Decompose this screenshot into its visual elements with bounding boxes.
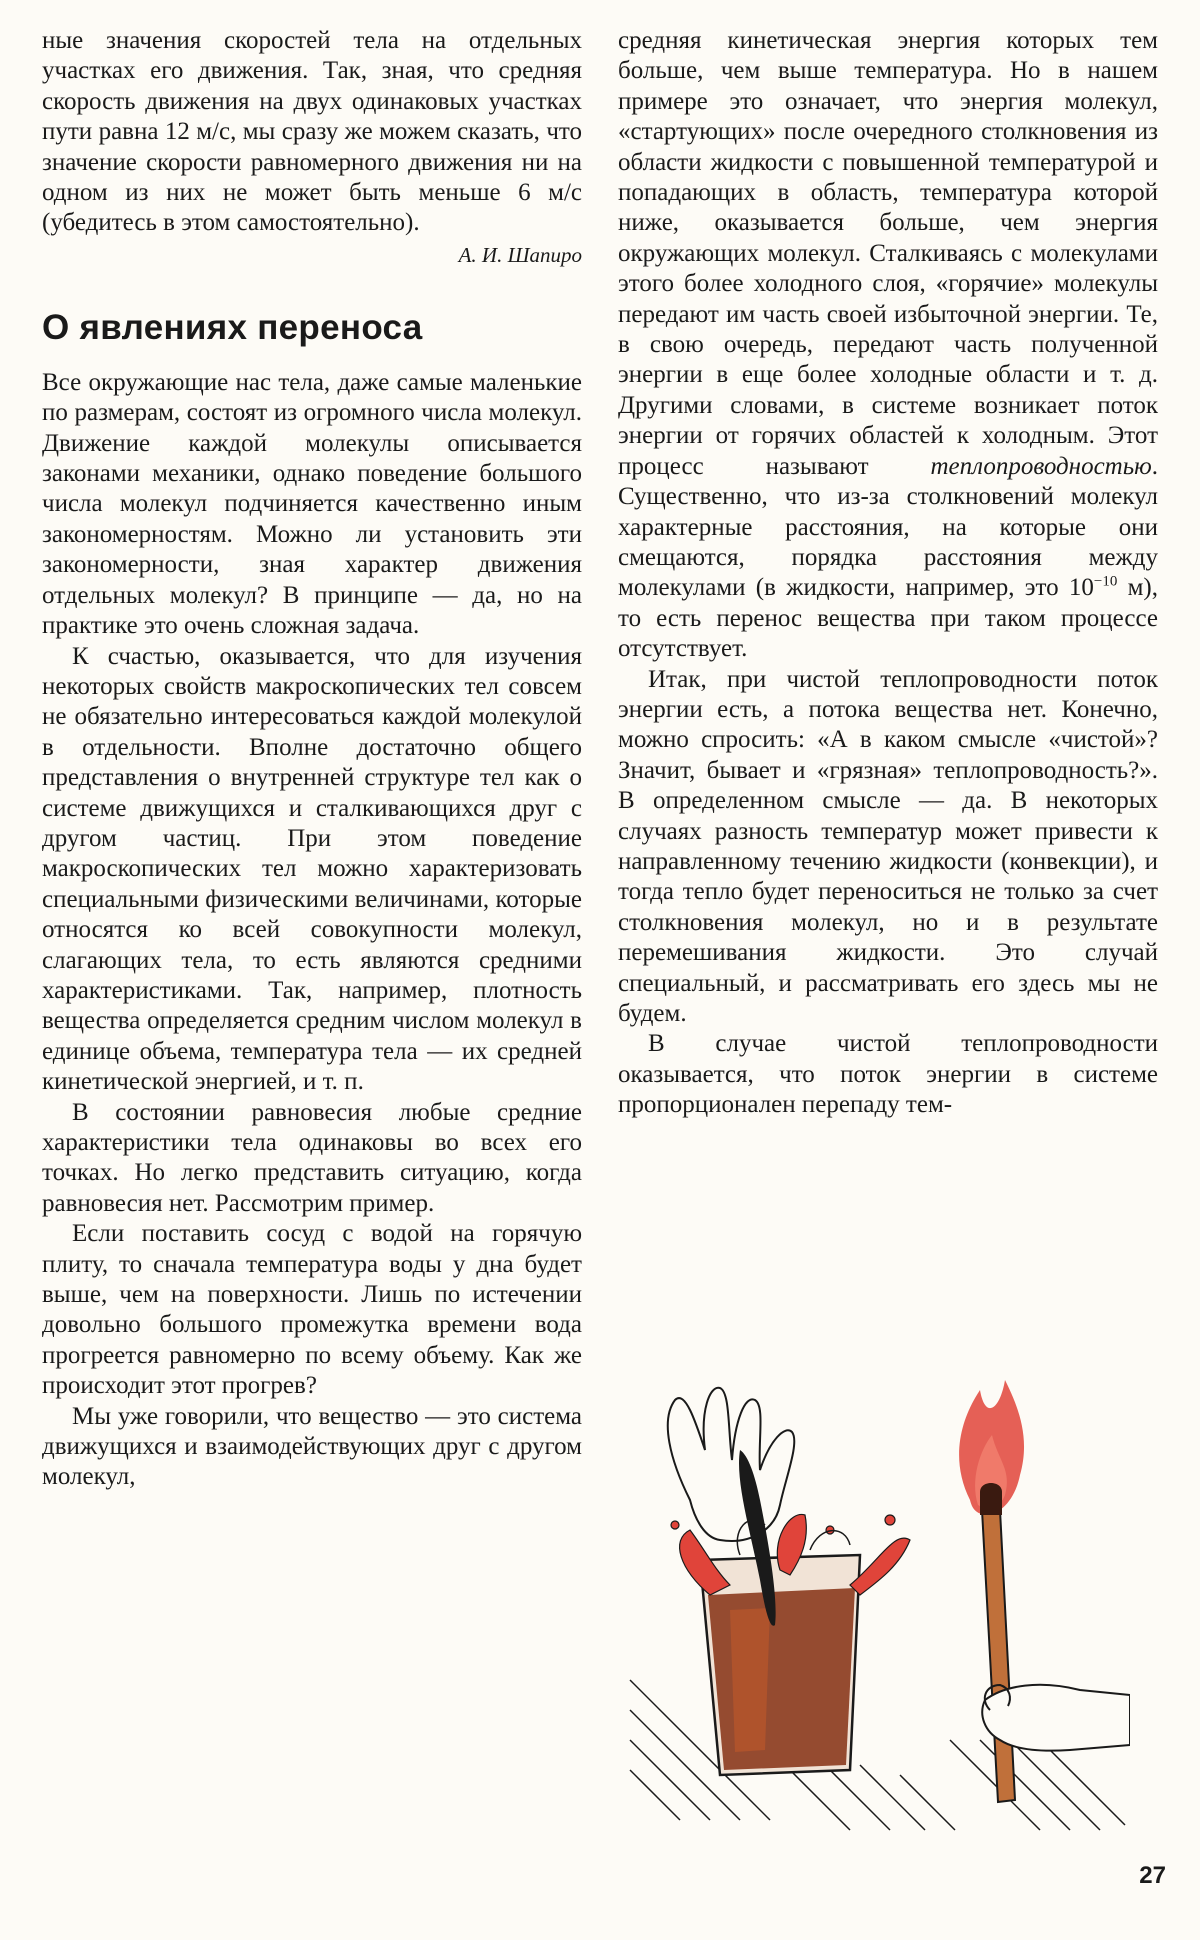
liquid-highlight: [730, 1608, 770, 1752]
holding-hand: [982, 1685, 1130, 1751]
article-title: О явлениях переноса: [42, 307, 423, 347]
illustration-glass-and-match: [620, 1380, 1130, 1840]
exponent: −10: [1093, 573, 1118, 590]
match-stick: [982, 1510, 1015, 1802]
paragraph-8: В случае чистой теплопроводности оказывается, что поток энергии в системе пропорционален перепаду тем-: [618, 1030, 1158, 1119]
previous-article-ending: ные значения скоростей тела на отдельных участках его движения. Так, зная, что средняя скорость движения на двух одинаковых участках пути равна 12 м/с, мы сразу же можем сказать, что значение скорости равномерного движения ни на одном из них не может быть меньше 6 м/с (убедитесь в этом самостоятельно).: [42, 27, 582, 237]
paragraph-1: Все окружающие нас тела, даже самые маленькие по размерам, состоят из огромного числа молекул. Движение каждой молекулы описывается законами механики, однако поведение большого числа молекул подчиняется качественно иным закономерностям. Можно ли установить эти закономерности, зная характер движения отдельных молекул? В принципе — да, но на практике это очень сложная задача.: [42, 368, 582, 640]
liquid: [708, 1588, 855, 1770]
left-column: [42, 26, 582, 1493]
paragraph-3: В состоянии равновесия любые средние характеристики тела одинаковы во всех его точках. Но легко представить ситуацию, когда равновесия нет. Рассмотрим пример.: [42, 1098, 582, 1217]
right-column: [618, 26, 1158, 1121]
paragraph-6-part-b: . Существенно, что из-за столкновений молекул характерные расстояния, на которые они смещаются, порядка расстояния между молекулами (в жидкости, например, это 10: [618, 452, 1158, 602]
paragraph-5: Мы уже говорили, что вещество — это система движущихся и взаимодействующих друг с другом молекул,: [42, 1402, 582, 1491]
page-number: 27: [1139, 1862, 1166, 1889]
paragraph-4: Если поставить сосуд с водой на горячую плиту, то сначала температура воды у дна будет выше, чем на поверхности. Лишь по истечении довольно большого промежутка времени вода прогреется равномерно по всему объему. Как же происходит этот прогрев?: [42, 1220, 582, 1400]
paragraph-7: Итак, при чистой теплопроводности поток энергии есть, а потока вещества нет. Конечно, можно спросить: «А в каком смысле «чистой»? Значит, бывает и «грязная» теплопроводность?». В определенном смысле — да. В некоторых случаях разность температур может привести к направленному течению жидкости (конвекции), и тогда тепло будет переноситься не только за счет столкновения молекул, но и в результате перемешивания жидкости. Это случай специальный, и рассматривать его здесь мы не будем.: [618, 665, 1158, 1027]
paragraph-6-part-a: средняя кинетическая энергия которых тем больше, чем выше температура. Но в нашем примере это означает, что энергия молекул, «стартующих» после очередного столкновения из области жидкости с повышенной температурой и попадающих в область, температура которой ниже, оказывается больше, чем энергия окружающих молекул. Сталкиваясь с молекулами этого более холодного слоя, «горячие» молекулы передают им часть своей избыточной энергии. Те, в свою очередь, передают часть полученной энергии в еще более холодные области и т. д. Другими словами, в системе возникает поток энергии от горячих областей к холодным. Этот процесс называют: [618, 27, 1158, 480]
paragraph-2: К счастью, оказывается, что для изучения некоторых свойств макроскопических тел совсем не обязательно интересоваться каждой молекулой в отдельности. Вполне достаточно общего представления о внутренней структуре тел как о системе движущихся и сталкивающихся друг с другом частиц. При этом поведение макроскопических тел можно характеризовать специальными физическими величинами, которые относятся ко всей совокупности молекул, слагающих тела, то есть являются средними характеристиками. Так, например, плотность вещества определяется средним числом молекул в единице объема, температура тела — их средней кинетической энергией, и т. п.: [42, 642, 582, 1096]
paragraph-6: [618, 26, 1158, 665]
author-signature: А. И. Шапиро: [458, 242, 582, 267]
paragraph-6-part-c: м), то есть перенос вещества при таком процессе отсутствует.: [618, 574, 1158, 663]
term-heat-conduction: теплопроводностью: [930, 452, 1152, 480]
match-head: [980, 1483, 1002, 1515]
hand-outline: [668, 1388, 795, 1541]
